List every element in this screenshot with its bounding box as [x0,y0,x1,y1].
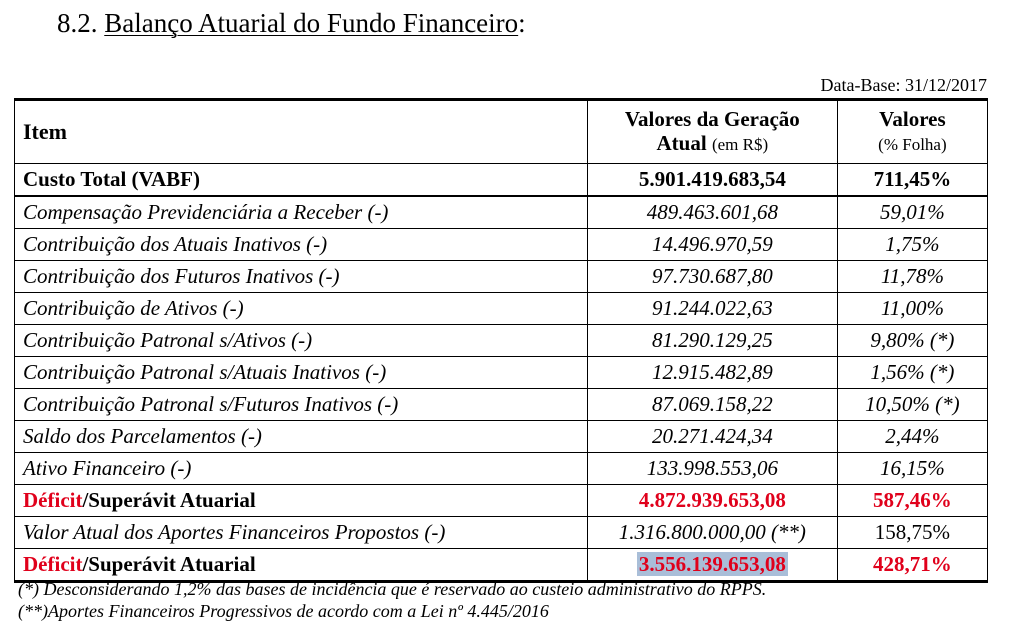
row-pct: 59,01% [837,196,987,229]
surplus-word: /Superávit Atuarial [82,552,256,576]
row-pct: 1,56% (*) [837,357,987,389]
aportes-row [15,517,988,549]
total-cost-pct: 711,45% [837,164,987,197]
total-cost-label: Custo Total (VABF) [15,164,588,197]
row-pct: 9,80% (*) [837,325,987,357]
table-row [15,261,988,293]
row-value: 20.271.424,34 [587,421,837,453]
row-label: Contribuição dos Futuros Inativos (-) [15,261,588,293]
table-row [15,229,988,261]
deficit-row-1 [15,485,988,517]
surplus-word: /Superávit Atuarial [82,488,256,512]
row-value: 87.069.158,22 [587,389,837,421]
aportes-pct: 158,75% [837,517,987,549]
selected-deficit-value[interactable]: 3.556.139.653,08 [638,552,786,576]
row-pct: 11,78% [837,261,987,293]
header-item: Item [15,100,588,164]
row-pct: 11,00% [837,293,987,325]
total-cost-value: 5.901.419.683,54 [587,164,837,197]
header-pct-line1: Valores [879,107,946,131]
section-title-colon: : [518,8,526,38]
deficit-word: Déficit [23,552,83,576]
footnote-2: (**)Aportes Financeiros Progressivos de acordo com a Lei nº 4.445/2016 [18,601,549,621]
deficit-value: 4.872.939.653,08 [587,485,837,517]
total-cost-row [15,164,988,197]
deficit-value-cell [587,549,837,582]
table-row [15,293,988,325]
row-pct: 16,15% [837,453,987,485]
header-values-line2: Atual [656,131,707,155]
deficit-row-2 [15,549,988,582]
row-label: Saldo dos Parcelamentos (-) [15,421,588,453]
row-pct: 10,50% (*) [837,389,987,421]
table-row [15,453,988,485]
row-value: 489.463.601,68 [587,196,837,229]
table-row [15,325,988,357]
row-label: Contribuição dos Atuais Inativos (-) [15,229,588,261]
row-label: Contribuição de Ativos (-) [15,293,588,325]
table-row [15,421,988,453]
row-value: 81.290.129,25 [587,325,837,357]
row-value: 133.998.553,06 [587,453,837,485]
deficit-label [15,549,588,582]
section-title: Balanço Atuarial do Fundo Financeiro [104,8,519,38]
row-label: Contribuição Patronal s/Atuais Inativos (-) [15,357,588,389]
footnotes [18,578,766,622]
table-header-row [15,100,988,164]
header-pct-unit: (% Folha) [878,135,947,154]
row-label: Contribuição Patronal s/Futuros Inativos (-) [15,389,588,421]
row-value: 14.496.970,59 [587,229,837,261]
row-pct: 1,75% [837,229,987,261]
section-heading [57,6,526,40]
deficit-pct: 428,71% [837,549,987,582]
actuarial-balance-table [14,98,988,583]
row-pct: 2,44% [837,421,987,453]
data-base-label: Data-Base: 31/12/2017 [820,75,987,95]
row-value: 12.915.482,89 [587,357,837,389]
section-number: 8.2. [57,8,98,38]
aportes-label: Valor Atual dos Aportes Financeiros Propostos (-) [15,517,588,549]
row-label: Ativo Financeiro (-) [15,453,588,485]
row-label: Contribuição Patronal s/Ativos (-) [15,325,588,357]
row-value: 91.244.022,63 [587,293,837,325]
header-values-line1: Valores da Geração [624,107,800,131]
deficit-pct: 587,46% [837,485,987,517]
row-label: Compensação Previdenciária a Receber (-) [15,196,588,229]
header-values-unit: (em R$) [711,135,769,154]
aportes-value: 1.316.800.000,00 (**) [587,517,837,549]
header-values-pct [837,100,987,164]
row-value: 97.730.687,80 [587,261,837,293]
header-values-generation [587,100,837,164]
table-row [15,389,988,421]
deficit-label [15,485,588,517]
footnote-1: (*) Desconsiderando 1,2% das bases de incidência que é reservado ao custeio administrativo do RPPS. [18,579,767,599]
deficit-word: Déficit [23,488,83,512]
table-row [15,357,988,389]
table-row [15,196,988,229]
